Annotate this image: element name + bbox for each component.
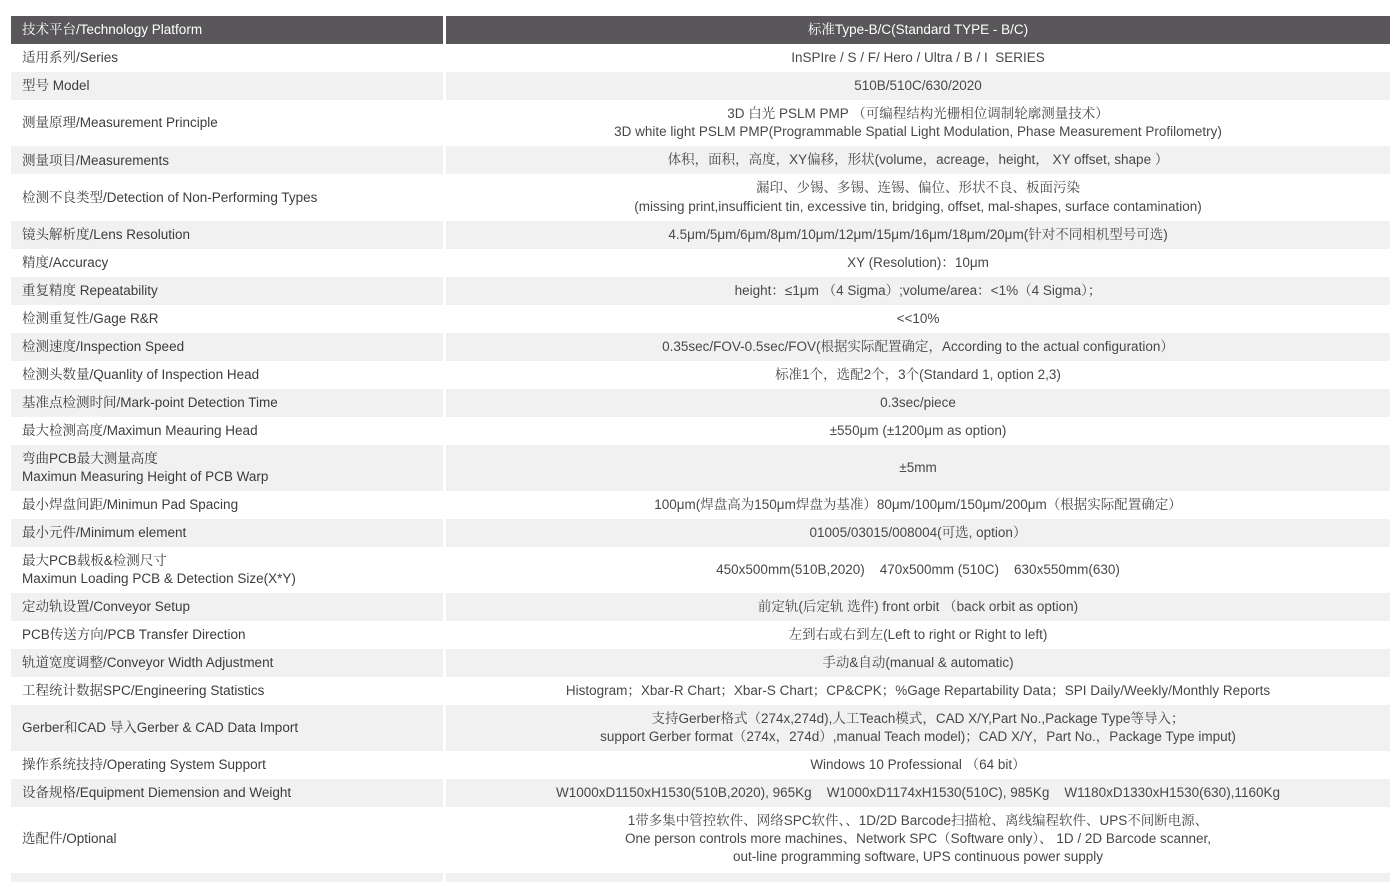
spec-row-label: 测量项目/Measurements bbox=[11, 146, 443, 174]
spec-row bbox=[11, 751, 1390, 779]
spec-row-value: Histogram；Xbar-R Chart；Xbar-S Chart；CP&CPK；%Gage Repartability Data；SPI Daily/Weekly/Monthly Reports bbox=[565, 682, 1271, 698]
spec-row bbox=[11, 305, 1390, 333]
spec-row-label: 设备规格/Equipment Diemension and Weight bbox=[11, 779, 443, 807]
spec-row-label: 适用系列/Series bbox=[22, 50, 119, 66]
spec-row-value: XY (Resolution)：10μm bbox=[847, 254, 989, 270]
spec-row-value: 0.3sec/piece bbox=[446, 389, 1390, 417]
spec-header-row bbox=[11, 16, 1390, 44]
spec-row-label: 基准点检测时间/Mark-point Detection Time bbox=[11, 389, 443, 417]
spec-header-type: 标准Type-B/C(Standard TYPE - B/C) bbox=[446, 16, 1390, 44]
spec-row bbox=[11, 779, 1390, 807]
spec-row-label: Gerber和CAD 导入Gerber & CAD Data Import bbox=[11, 705, 443, 751]
spec-row bbox=[11, 547, 1390, 593]
spec-row-value: W1000xD1150xH1530(510B,2020), 965Kg W1000xD1174xH1530(510C), 985Kg W1180xD1330xH1530(630),1160Kg bbox=[446, 779, 1390, 807]
spec-row bbox=[11, 649, 1390, 677]
spec-row-label: 工程统计数据SPC/Engineering Statistics bbox=[22, 683, 265, 699]
spec-row-label: 最小元件/Minimum element bbox=[11, 519, 443, 547]
spec-rows bbox=[11, 44, 1390, 871]
spec-row bbox=[11, 174, 1390, 220]
spec-row bbox=[11, 333, 1390, 361]
spec-row-label: 定动轨设置/Conveyor Setup bbox=[11, 593, 443, 621]
spec-row-label: 精度/Accuracy bbox=[22, 254, 109, 270]
spec-row bbox=[11, 249, 1390, 277]
spec-row-value: 3D 白光 PSLM PMP （可编程结构光栅相位调制轮廓测量技术） 3D white light PSLM PMP(Programmable Spatial Light Modulation, Phase Measurement Profilometry) bbox=[614, 106, 1222, 140]
spec-row-label: 检测头数量/Quanlity of Inspection Head bbox=[22, 367, 260, 383]
spec-row bbox=[11, 361, 1390, 389]
spec-row-value: 0.35sec/FOV-0.5sec/FOV(根据实际配置确定，According to the actual configuration） bbox=[446, 333, 1390, 361]
partial-next-row-value bbox=[446, 873, 1390, 882]
spec-row bbox=[11, 44, 1390, 72]
spec-row bbox=[11, 621, 1390, 649]
spec-row-value: 手动&自动(manual & automatic) bbox=[446, 649, 1390, 677]
spec-row bbox=[11, 677, 1390, 705]
spec-row-value: 100μm(焊盘高为150μm焊盘为基准）80μm/100μm/150μm/200μm（根据实际配置确定） bbox=[654, 496, 1182, 512]
spec-row-value: 4.5μm/5μm/6μm/8μm/10μm/12μm/15μm/16μm/18μm/20μm(针对不同相机型号可选) bbox=[446, 221, 1390, 249]
spec-row bbox=[11, 221, 1390, 249]
partial-next-row-label bbox=[11, 873, 443, 882]
spec-row-value: 前定轨(后定轨 选件) front orbit （back orbit as option) bbox=[446, 593, 1390, 621]
spec-row bbox=[11, 491, 1390, 519]
spec-row-label: 轨道宽度调整/Conveyor Width Adjustment bbox=[11, 649, 443, 677]
spec-row-label: 最大PCB载板&检测尺寸 Maximun Loading PCB & Detection Size(X*Y) bbox=[22, 553, 296, 586]
spec-row-label: 检测速度/Inspection Speed bbox=[11, 333, 443, 361]
spec-row bbox=[11, 445, 1390, 491]
spec-row-label: 镜头解析度/Lens Resolution bbox=[11, 221, 443, 249]
spec-row bbox=[11, 417, 1390, 445]
spec-row-value: 510B/510C/630/2020 bbox=[446, 72, 1390, 100]
spec-row-label: 检测不良类型/Detection of Non-Performing Types bbox=[22, 189, 318, 205]
spec-row bbox=[11, 146, 1390, 174]
partial-next-row bbox=[11, 873, 1390, 882]
spec-row-value: 450x500mm(510B,2020) 470x500mm (510C) 630x550mm(630) bbox=[716, 561, 1120, 577]
spec-row-label: 选配件/Optional bbox=[22, 831, 117, 847]
spec-row-value: height：≤1μm （4 Sigma）;volume/area：<1%（4 Sigma）； bbox=[446, 277, 1390, 305]
spec-row-value: Windows 10 Professional （64 bit） bbox=[810, 757, 1026, 773]
spec-row bbox=[11, 100, 1390, 146]
spec-row bbox=[11, 593, 1390, 621]
spec-row-value: 漏印、少锡、多锡、连锡、偏位、形状不良、板面污染 (missing print,insufficient tin, excessive tin, bridging, offset, mal-shapes, surface contamination) bbox=[634, 180, 1202, 214]
spec-row bbox=[11, 72, 1390, 100]
spec-row-label: 检测重复性/Gage R&R bbox=[22, 310, 159, 326]
spec-row-label: 操作系统技持/Operating System Support bbox=[22, 757, 266, 773]
spec-row-value: ±5mm bbox=[446, 445, 1390, 491]
spec-row-value: 体积，面积，高度，XY偏移，形状(volume，acreage，height， XY offset, shape ） bbox=[446, 146, 1390, 174]
spec-row-label: 最大检测高度/Maximun Meauring Head bbox=[22, 423, 258, 439]
spec-row-value: 左到右或右到左(Left to right or Right to left) bbox=[788, 626, 1048, 642]
spec-row-label: 弯曲PCB最大测量高度 Maximun Measuring Height of PCB Warp bbox=[11, 445, 443, 491]
spec-row-value: 标准1个，选配2个，3个(Standard 1, option 2,3) bbox=[775, 367, 1061, 383]
spec-row-label: 测量原理/Measurement Principle bbox=[22, 115, 218, 131]
spec-row-label: PCB传送方向/PCB Transfer Direction bbox=[22, 626, 246, 642]
spec-row-value: 支持Gerber格式（274x,274d),人工Teach模式，CAD X/Y,Part No.,Package Type等导入； support Gerber format（274x，274d）,manual Teach model)；CAD X/Y，Part No.，Package Type imput) bbox=[446, 705, 1390, 751]
spec-row-value: 01005/03015/008004(可选, option） bbox=[446, 519, 1390, 547]
spec-row-value: InSPIre / S / F/ Hero / Ultra / B / I SERIES bbox=[791, 50, 1045, 66]
spec-row-value: 1带多集中管控软件、网络SPC软件、、1D/2D Barcode扫描枪、离线编程软件、UPS不间断电源、 One person controls more machines、Network SPC（Software only）、 1D / 2D Barcode scanner, out-line programming software, UPS continuous power supply bbox=[625, 813, 1211, 865]
spec-header-platform: 技术平台/Technology Platform bbox=[11, 16, 443, 44]
spec-table bbox=[11, 16, 1390, 882]
spec-row bbox=[11, 277, 1390, 305]
spec-row bbox=[11, 705, 1390, 751]
spec-row-label: 型号 Model bbox=[11, 72, 443, 100]
spec-row-value: <<10% bbox=[896, 310, 940, 326]
spec-row bbox=[11, 807, 1390, 871]
spec-row-value: ±550μm (±1200μm as option) bbox=[829, 423, 1007, 439]
spec-row bbox=[11, 519, 1390, 547]
spec-row-label: 最小焊盘间距/Minimun Pad Spacing bbox=[22, 497, 239, 512]
spec-row bbox=[11, 389, 1390, 417]
spec-row-label: 重复精度 Repeatability bbox=[11, 277, 443, 305]
